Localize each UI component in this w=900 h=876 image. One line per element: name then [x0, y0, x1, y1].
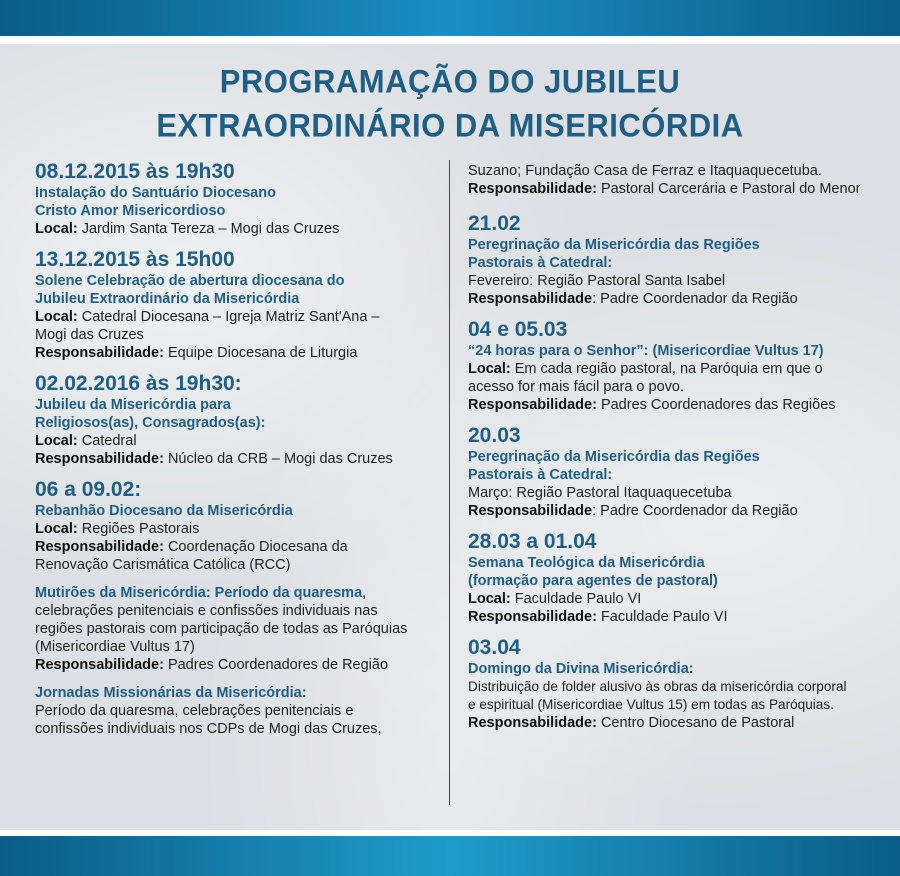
- bottom-band: [0, 836, 900, 876]
- event-local-cont: Mogi das Cruzes: [35, 327, 144, 343]
- local-value: Em cada região pastoral, na Paróquia em que o: [510, 361, 823, 377]
- resp-label: Responsabilidade:: [468, 715, 597, 731]
- event-responsibility-cont: Renovação Carismática Católica (RCC): [35, 557, 291, 573]
- event-block: [468, 212, 873, 308]
- local-label: Local:: [35, 309, 78, 325]
- resp-label: Responsabilidade:: [468, 609, 597, 625]
- event-text: celebrações penitenciais e confissões individuais nas: [35, 603, 378, 619]
- event-local-cont: acesso for mais fácil para o povo.: [468, 379, 684, 395]
- local-value: Regiões Pastorais: [77, 521, 200, 537]
- title-line-1: PROGRAMAÇÃO DO JUBILEU: [219, 63, 681, 100]
- resp-label: Responsabilidade:: [35, 345, 164, 361]
- event-title: (formação para agentes de pastoral): [468, 573, 718, 589]
- event-text: Março: Região Pastoral Itaquaquecetuba: [468, 485, 732, 501]
- event-date: 28.03 a 01.04: [468, 530, 597, 553]
- local-value: Catedral Diocesana – Igreja Matriz Sant'Ana –: [77, 309, 380, 325]
- event-responsibility: [468, 290, 873, 308]
- event-title: “24 horas para o Senhor”: (Misericordiae Vultus 17): [468, 343, 824, 359]
- event-local: [35, 220, 430, 238]
- event-title: Semana Teológica da Misericórdia: [468, 555, 705, 571]
- event-text: Fevereiro: Região Pastoral Santa Isabel: [468, 273, 726, 289]
- event-block: [468, 636, 873, 732]
- resp-label: Responsabilidade:: [35, 657, 164, 673]
- event-local: [35, 308, 430, 326]
- event-text: e espiritual (Misericordiae Vultus 15) em todas as Paróquias.: [468, 697, 834, 712]
- event-title: Rebanhão Diocesano da Misericórdia: [35, 503, 293, 519]
- resp-value: Centro Diocesano de Pastoral: [596, 715, 795, 731]
- resp-label: Responsabilidade:: [468, 397, 597, 413]
- event-responsibility: [35, 538, 430, 556]
- title-line-2: EXTRAORDINÁRIO DA MISERICÓRDIA: [156, 107, 744, 144]
- event-title: Pastorais à Catedral:: [468, 467, 613, 483]
- event-local: [468, 360, 873, 378]
- left-column: [35, 160, 430, 738]
- event-text: (Misericordiae Vultus 17): [35, 639, 195, 655]
- local-label: Local:: [35, 521, 78, 537]
- local-value: Catedral: [77, 433, 137, 449]
- event-responsibility: [468, 396, 873, 414]
- event-title: Domingo da Divina Misericórdia:: [468, 661, 694, 677]
- event-local: [468, 590, 873, 608]
- local-label: Local:: [35, 221, 78, 237]
- event-title: Jubileu Extraordinário da Misericórdia: [35, 291, 300, 307]
- local-value: Jardim Santa Tereza – Mogi das Cruzes: [77, 221, 340, 237]
- resp-label: Responsabilidade:: [468, 181, 597, 197]
- event-responsibility: [35, 344, 430, 362]
- event-date: 04 e 05.03: [468, 318, 568, 341]
- event-title: [35, 584, 430, 602]
- event-text: Distribuição de folder alusivo às obras da misericórdia corporal: [468, 679, 847, 694]
- event-responsibility: [468, 714, 873, 732]
- resp-label: Responsabilidade: [468, 291, 593, 307]
- event-responsibility: [468, 180, 873, 198]
- event-date: 21.02: [468, 212, 521, 235]
- top-band: [0, 0, 900, 36]
- resp-value: Faculdade Paulo VI: [596, 609, 728, 625]
- event-responsibility: [35, 656, 430, 674]
- event-block: [35, 248, 430, 362]
- event-title: Jubileu da Misericórdia para: [35, 397, 231, 413]
- event-block: [35, 684, 430, 738]
- event-date: 20.03: [468, 424, 521, 447]
- event-title: Religiosos(as), Consagrados(as):: [35, 415, 266, 431]
- event-text: Suzano; Fundação Casa de Ferraz e Itaquaquecetuba.: [468, 163, 822, 179]
- event-date: 03.04: [468, 636, 521, 659]
- page-title: [0, 60, 900, 148]
- event-title-text: Mutirões da Misericórdia: Período da quaresma: [35, 585, 363, 601]
- event-block: [35, 160, 430, 238]
- resp-value: Núcleo da CRB – Mogi das Cruzes: [163, 451, 393, 467]
- event-local: [35, 432, 430, 450]
- event-block: [468, 530, 873, 626]
- event-date: 13.12.2015 às 15h00: [35, 248, 235, 271]
- event-block: [35, 372, 430, 468]
- local-label: Local:: [468, 591, 511, 607]
- event-local: [35, 520, 430, 538]
- resp-value: Equipe Diocesana de Liturgia: [163, 345, 358, 361]
- event-title: Solene Celebração de abertura diocesana do: [35, 273, 345, 289]
- event-date: 06 a 09.02:: [35, 478, 142, 501]
- event-title: Peregrinação da Misericórdia das Regiões: [468, 237, 760, 253]
- event-title: Cristo Amor Misericordioso: [35, 203, 226, 219]
- event-responsibility: [468, 502, 873, 520]
- resp-value: Padres Coordenadores das Regiões: [596, 397, 836, 413]
- resp-label: Responsabilidade:: [35, 451, 164, 467]
- event-responsibility: [468, 608, 873, 626]
- event-date: 02.02.2016 às 19h30:: [35, 372, 242, 395]
- resp-value: Padres Coordenadores de Região: [163, 657, 389, 673]
- event-title: Pastorais à Catedral:: [468, 255, 613, 271]
- event-block: [35, 584, 430, 674]
- event-title-comma: ,: [362, 585, 367, 601]
- resp-value: Pastoral Carcerária e Pastoral do Menor: [596, 181, 861, 197]
- resp-label: Responsabilidade: [468, 503, 593, 519]
- event-text: confissões individuais nos CDPs de Mogi das Cruzes,: [35, 721, 382, 737]
- local-label: Local:: [35, 433, 78, 449]
- resp-value: Coordenação Diocesana da: [163, 539, 348, 555]
- event-title: Instalação do Santuário Diocesano: [35, 185, 276, 201]
- resp-value: : Padre Coordenador da Região: [592, 291, 798, 307]
- event-responsibility: [35, 450, 430, 468]
- event-block: [468, 318, 873, 414]
- event-title: Peregrinação da Misericórdia das Regiões: [468, 449, 760, 465]
- event-block: [468, 162, 873, 198]
- column-divider: [449, 160, 450, 805]
- event-text: Período da quaresma, celebrações penitenciais e: [35, 703, 354, 719]
- resp-label: Responsabilidade:: [35, 539, 164, 555]
- right-column: [468, 162, 873, 732]
- local-value: Faculdade Paulo VI: [510, 591, 642, 607]
- local-label: Local:: [468, 361, 511, 377]
- resp-value: : Padre Coordenador da Região: [592, 503, 798, 519]
- event-title: Jornadas Missionárias da Misericórdia:: [35, 685, 307, 701]
- event-block: [35, 478, 430, 574]
- event-block: [468, 424, 873, 520]
- event-date: 08.12.2015 às 19h30: [35, 160, 235, 183]
- event-text: regiões pastorais com participação de todas as Paróquias: [35, 621, 408, 637]
